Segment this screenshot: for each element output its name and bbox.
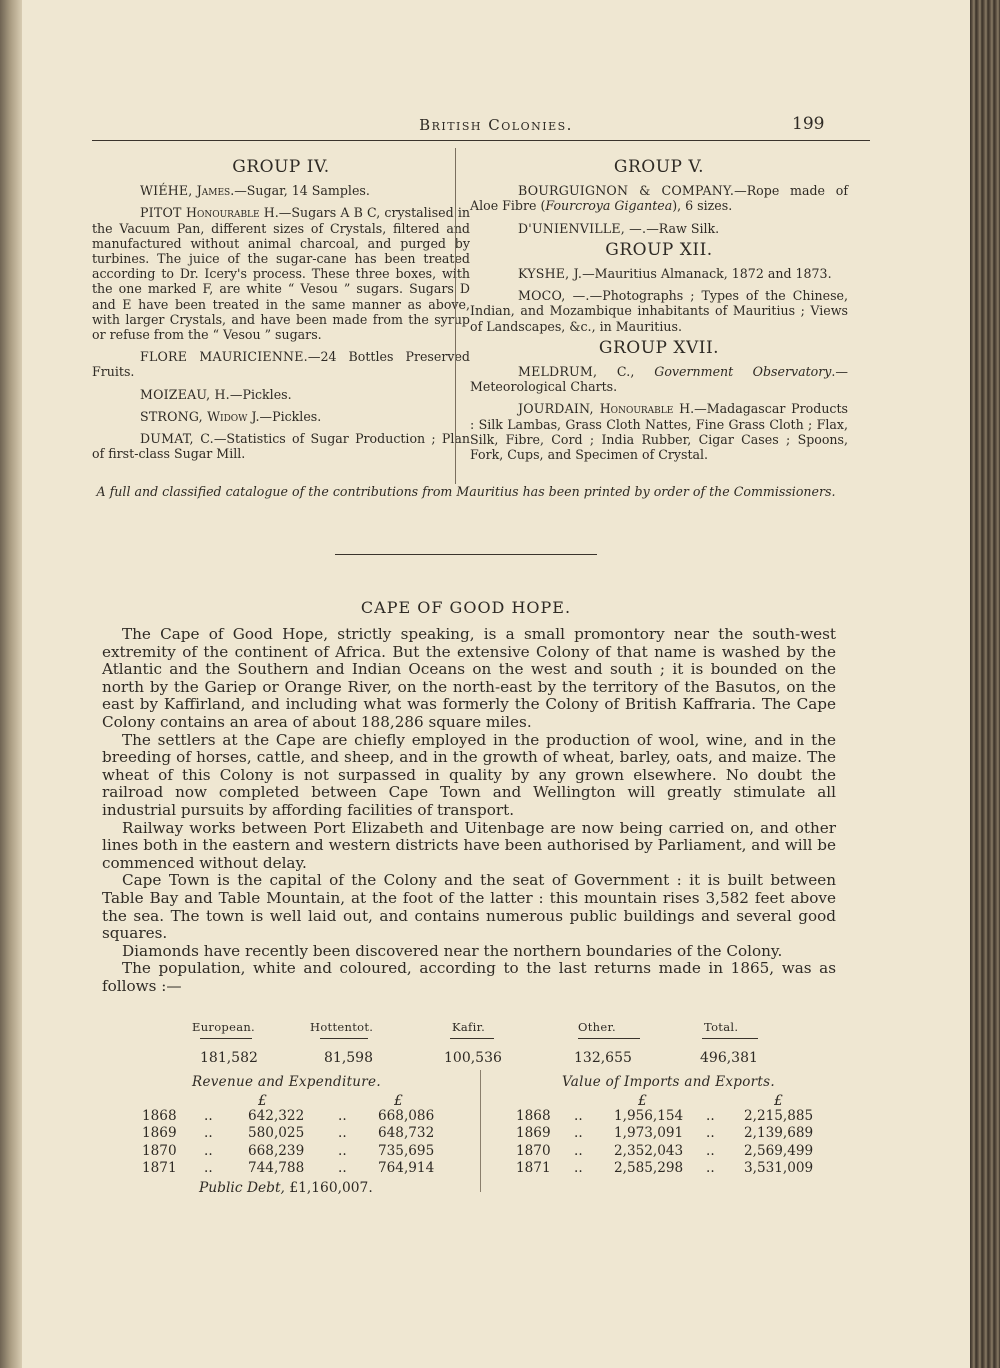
- imports-cell: 1,973,091: [614, 1125, 684, 1142]
- imports-cell: 1,956,154: [614, 1108, 684, 1124]
- exhibitor-name: KYSHE, J.: [518, 266, 583, 282]
- leader-dots: ..: [204, 1142, 213, 1159]
- leader-dots: ..: [706, 1108, 715, 1124]
- exhibit-description: .—Meteorological Charts.: [470, 364, 848, 395]
- exhibit-description: —Raw Silk.: [646, 220, 720, 236]
- exhibitor-name: STRONG,: [140, 408, 208, 424]
- population-header-european: European.: [192, 1020, 256, 1034]
- population-rule: [320, 1038, 368, 1039]
- body-paragraph: Diamonds have recently been discovered near the northern boundaries of the Colony.: [122, 941, 783, 960]
- year-cell: 1870: [516, 1142, 551, 1159]
- trade-caption: Value of Imports and Exports.: [562, 1074, 775, 1090]
- exhibitor-entry: [92, 349, 470, 379]
- expenditure-cell: 735,695: [378, 1142, 435, 1159]
- revenue-caption: Revenue and Expenditure.: [192, 1074, 381, 1090]
- leader-dots: ..: [574, 1160, 583, 1177]
- imports-cell: 2,352,043: [614, 1142, 684, 1159]
- group-heading: GROUP XVII.: [598, 337, 720, 358]
- cape-body-text: [102, 626, 836, 995]
- section-rule: [335, 554, 597, 555]
- population-header-total: Total.: [704, 1020, 739, 1034]
- mauritius-right-column: [470, 157, 849, 469]
- body-paragraph: Cape Town is the capital of the Colony and the seat of Government : it is built between Table Bay and Table Mountain, at the foot of the latter : this mountain rises 3,582 feet above the sea. The town is well laid out, and contains numerous public buildings and several good squares.: [102, 871, 836, 943]
- exhibit-italic-term: Fourcroya Gigantea: [545, 198, 673, 214]
- exports-cell: 2,139,689: [744, 1125, 814, 1142]
- population-value-kafir: 100,536: [444, 1050, 502, 1066]
- exhibitor-name: FLORE MAURICIENNE.: [140, 349, 308, 365]
- exhibit-italic-term: Government Observatory: [654, 364, 832, 380]
- header-rule: [92, 140, 870, 141]
- table-row: [142, 1108, 462, 1125]
- exhibit-description: —Rope made of Aloe Fibre (: [470, 183, 848, 214]
- exports-currency: £: [774, 1093, 783, 1109]
- exhibit-description: —24 Bottles Preserved Fruits.: [92, 349, 470, 380]
- leader-dots: ..: [204, 1160, 213, 1177]
- public-debt-label: Public Debt,: [199, 1180, 285, 1196]
- exhibit-description: J.—Pickles.: [247, 408, 322, 424]
- exhibit-description: —Pickles.: [229, 386, 292, 402]
- population-header-hottentot: Hottentot.: [310, 1020, 374, 1034]
- exhibitor-entry: [470, 288, 848, 334]
- exhibitor-name: MOIZEAU, H.: [140, 386, 230, 402]
- revenue-cell: 744,788: [248, 1160, 305, 1177]
- population-rule: [450, 1038, 494, 1039]
- table-row: [516, 1125, 846, 1142]
- body-paragraph: The Cape of Good Hope, strictly speaking, is a small promontory near the south-west extremity of the continent of Africa. But the extensive Colony of that name is washed by the Atlantic and the Southern and Indian Oceans on the west and south ; it is bounded on the north by the Gariep or Orange River, on the north-east by the territory of the Basutos, on the east by Kaffirland, and including what was formerly the Colony of British Kaffraria. The Cape Colony contains an area of about 188,286 square miles.: [102, 625, 836, 731]
- population-rule: [578, 1038, 640, 1039]
- revenue-cell: 580,025: [248, 1125, 305, 1142]
- exhibit-description: —Photographs ; Types of the Chinese, Indian, and Mozambique inhabitants of Mauritius ; Views of Landscapes, &c., in Mauritius.: [470, 288, 848, 334]
- population-rule: [702, 1038, 758, 1039]
- running-head: British Colonies.: [419, 116, 573, 134]
- body-paragraph: Railway works between Port Elizabeth and Uitenbage are now being carried on, and other lines both in the eastern and western districts have been authorised by Parliament, and will be commenced without delay.: [102, 818, 836, 872]
- population-table: [182, 1020, 802, 1068]
- exhibitor-entry: [470, 183, 848, 213]
- year-cell: 1868: [516, 1108, 551, 1124]
- exhibitor-name: MOCO, —.: [518, 288, 590, 304]
- exhibit-description: .—Sugar, 14 Samples.: [230, 183, 370, 199]
- leader-dots: ..: [574, 1108, 583, 1124]
- exhibitor-entry: [92, 387, 470, 402]
- exhibit-description: H.—Sugars A B C, crystalised in the Vacuum Pan, different sizes of Crystals, filtered and manufactured without animal charcoal, and purged by turbines. The juice of the sugar-cane has been treated according to Dr. Icery's process. These three boxes, with the one marked F, are white “ Vesou ” sugars. Sugars D and E have been treated in the same manner as above, with larger Crystals, and have been made from the syrup or refuse from the “ Vesou ” sugars.: [92, 205, 471, 343]
- exhibitor-name: JOURDAIN,: [518, 401, 600, 417]
- year-cell: 1869: [516, 1125, 551, 1142]
- exhibitor-name: D'UNIENVILLE, —.: [518, 220, 647, 236]
- exhibitor-name: DUMAT, C.: [140, 431, 214, 447]
- revenue-table: [142, 1108, 462, 1178]
- leader-dots: ..: [338, 1142, 347, 1159]
- book-page: [22, 0, 970, 1368]
- year-cell: 1869: [142, 1125, 177, 1142]
- page-binding-shadow: [0, 0, 22, 1368]
- column-divider: [455, 148, 456, 484]
- exhibitor-title: Honourable: [599, 401, 674, 417]
- leader-dots: ..: [706, 1125, 715, 1142]
- mauritius-left-column: [92, 157, 471, 468]
- exhibit-description: ), 6 sizes.: [672, 198, 733, 214]
- group-heading: GROUP XII.: [605, 239, 713, 260]
- leader-dots: ..: [706, 1160, 715, 1177]
- exports-cell: 2,569,499: [744, 1142, 814, 1159]
- population-header-other: Other.: [578, 1020, 616, 1034]
- exhibitor-title: Honourable: [185, 205, 260, 221]
- leader-dots: ..: [574, 1142, 583, 1159]
- population-value-other: 132,655: [574, 1050, 632, 1066]
- exhibit-description: —Mauritius Almanack, 1872 and 1873.: [582, 266, 832, 282]
- trade-table: [516, 1108, 846, 1178]
- group-heading: GROUP IV.: [232, 157, 330, 177]
- revenue-currency: £: [258, 1093, 267, 1109]
- table-row: [516, 1108, 846, 1125]
- leader-dots: ..: [338, 1160, 347, 1177]
- leader-dots: ..: [338, 1125, 347, 1142]
- exhibitor-entry: [470, 401, 848, 462]
- exhibit-description: H.—Madagascar Products : Silk Lambas, Grass Cloth Nattes, Fine Grass Cloth ; Flax, Silk, Fibre, Cord ; India Rubber, Cigar Cases ; Spoons, Fork, Cups, and Specimen of Crystal.: [470, 401, 849, 463]
- exhibitor-entry: [470, 364, 848, 394]
- imports-cell: 2,585,298: [614, 1160, 684, 1177]
- exports-cell: 3,531,009: [744, 1160, 814, 1177]
- table-row: [516, 1160, 846, 1177]
- leader-dots: ..: [574, 1125, 583, 1142]
- table-row: [142, 1143, 462, 1160]
- population-value-total: 496,381: [700, 1050, 758, 1066]
- revenue-cell: 642,322: [248, 1108, 305, 1124]
- catalogue-footnote: A full and classified catalogue of the contributions from Mauritius has been printed by order of the Commissioners.: [96, 484, 836, 499]
- table-row: [142, 1125, 462, 1142]
- revenue-cell: 668,239: [248, 1142, 305, 1159]
- population-rule: [200, 1038, 252, 1039]
- leader-dots: ..: [338, 1108, 347, 1124]
- page-number: 199: [792, 114, 825, 134]
- body-paragraph: The population, white and coloured, according to the last returns made in 1865, was as follows :—: [102, 959, 836, 995]
- expenditure-cell: 668,086: [378, 1108, 435, 1124]
- exhibitor-entry: [92, 205, 470, 342]
- population-header-kafir: Kafir.: [452, 1020, 486, 1034]
- group-heading: GROUP V.: [613, 157, 705, 177]
- exhibitor-entry: [470, 221, 848, 236]
- exhibitor-name: BOURGUIGNON & COMPANY.: [518, 183, 735, 199]
- exhibitor-entry: [92, 431, 470, 461]
- exhibitor-name: PITOT: [140, 205, 186, 221]
- year-cell: 1870: [142, 1142, 177, 1159]
- exhibit-description: —Statistics of Sugar Production ; Plan of first-class Sugar Mill.: [92, 431, 471, 462]
- expenditure-cell: 764,914: [378, 1160, 435, 1177]
- population-value-hottentot: 81,598: [324, 1050, 373, 1066]
- year-cell: 1871: [142, 1160, 177, 1177]
- leader-dots: ..: [706, 1142, 715, 1159]
- body-paragraph: The settlers at the Cape are chiefly employed in the production of wool, wine, and in the breeding of horses, cattle, and sheep, and in the growth of wheat, barley, oats, and maize. The wheat of this Colony is not surpassed in quality by any grown elsewhere. No doubt the railroad now completed between Cape Town and Wellington will greatly stimulate all industrial pursuits by affording facilities of transport.: [102, 730, 836, 819]
- population-value-european: 181,582: [200, 1050, 258, 1066]
- leader-dots: ..: [204, 1108, 213, 1124]
- exports-cell: 2,215,885: [744, 1108, 814, 1124]
- exhibitor-name: MELDRUM, C.,: [518, 364, 655, 380]
- expenditure-cell: 648,732: [378, 1125, 435, 1142]
- exhibitor-title: Widow: [207, 408, 248, 424]
- table-row: [142, 1160, 462, 1177]
- exhibitor-title: James: [196, 183, 231, 199]
- exhibitor-entry: [92, 409, 470, 424]
- public-debt-value: £1,160,007.: [289, 1180, 373, 1196]
- section-title: CAPE OF GOOD HOPE.: [360, 598, 572, 617]
- expenditure-currency: £: [394, 1093, 403, 1109]
- imports-currency: £: [638, 1093, 647, 1109]
- year-cell: 1871: [516, 1160, 551, 1177]
- exhibitor-entry: [470, 266, 848, 281]
- page-fore-edge: [970, 0, 1000, 1368]
- leader-dots: ..: [204, 1125, 213, 1142]
- table-row: [516, 1143, 846, 1160]
- table-divider: [480, 1070, 481, 1192]
- year-cell: 1868: [142, 1108, 177, 1124]
- exhibitor-name: WIÉHE,: [140, 183, 197, 199]
- exhibitor-entry: [92, 183, 470, 198]
- public-debt: [199, 1180, 373, 1196]
